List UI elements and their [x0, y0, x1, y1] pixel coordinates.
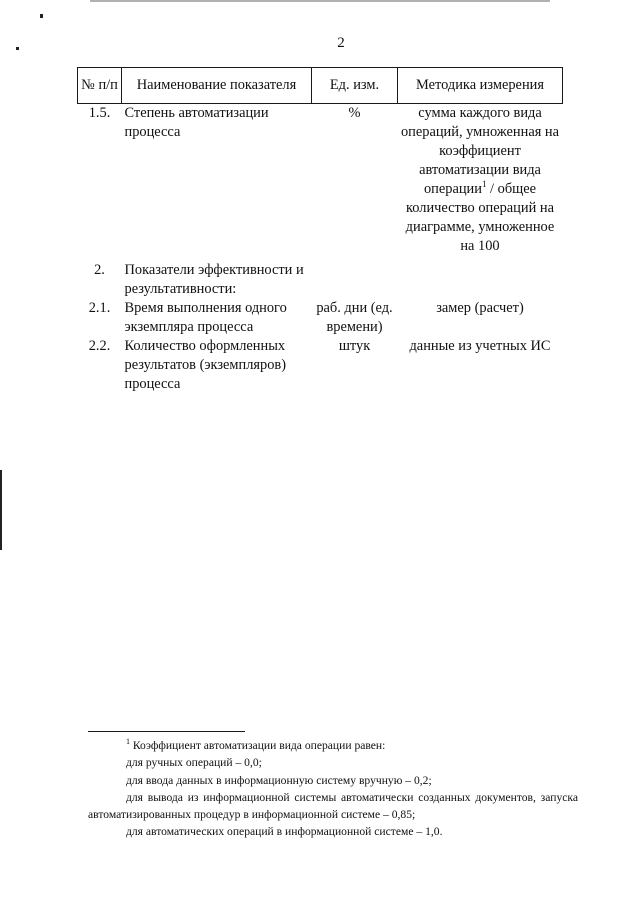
- method-text: сумма каждого вида операций, умноженная на коэффициент автоматизации вида операции: [400, 105, 560, 197]
- scan-mark: [16, 47, 19, 50]
- row-number: 2.1.: [88, 300, 111, 316]
- row-unit: %: [348, 105, 361, 121]
- header-method: Методика измерения: [398, 68, 563, 104]
- header-name: Наименование показателя: [122, 68, 312, 104]
- row-method: данные из учетных ИС: [409, 338, 551, 354]
- header-unit: Ед. изм.: [312, 68, 398, 104]
- header-number: № п/п: [78, 68, 122, 104]
- row-name: Показатели эффективности и результативности:: [124, 262, 304, 297]
- method-text-cont: / общее количество операций на диаграмме, умноженное на 100: [405, 181, 555, 254]
- row-method: [398, 104, 563, 262]
- scan-mark: [40, 14, 43, 18]
- page-number: 2: [337, 35, 345, 51]
- footnote-intro: [88, 737, 578, 754]
- footnote-reference: 1: [481, 179, 487, 190]
- footnote-line: для вывода из информационной системы автоматически созданных документов, запуска автоматизированных процедур в информационной системе – 0,85;: [88, 790, 578, 822]
- row-unit: [312, 261, 398, 299]
- table-row: [78, 104, 563, 262]
- row-name: Количество оформленных результатов (экземпляров) процесса: [124, 338, 286, 392]
- footnote-line: для автоматических операций в информационной системе – 1,0.: [126, 825, 443, 839]
- table-row: [78, 299, 563, 337]
- footnote-line: для ручных операций – 0,0;: [126, 756, 262, 770]
- row-name: Степень автоматизации процесса: [124, 105, 269, 140]
- footnote-intro-text: Коэффициент автоматизации вида операции равен:: [130, 739, 386, 752]
- row-method: замер (расчет): [436, 300, 524, 316]
- footnote-separator: [88, 731, 245, 732]
- row-number: 2.: [94, 262, 105, 278]
- table-header-row: [78, 68, 563, 104]
- row-method: [398, 261, 563, 299]
- table-row: [78, 337, 563, 394]
- footnote-marker: 1: [126, 737, 130, 747]
- row-number: 1.5.: [88, 105, 111, 121]
- row-unit: раб. дни (ед. времени): [316, 300, 393, 335]
- row-unit: штук: [338, 338, 371, 354]
- indicators-table: [77, 67, 563, 394]
- row-name: Время выполнения одного экземпляра процесса: [124, 300, 287, 335]
- footnote-line: для ввода данных в информационную систему вручную – 0,2;: [126, 773, 432, 787]
- footnote: [88, 737, 578, 841]
- table-row: [78, 261, 563, 299]
- scan-mark: [90, 0, 550, 2]
- row-number: 2.2.: [88, 338, 111, 354]
- scan-mark: [0, 470, 2, 550]
